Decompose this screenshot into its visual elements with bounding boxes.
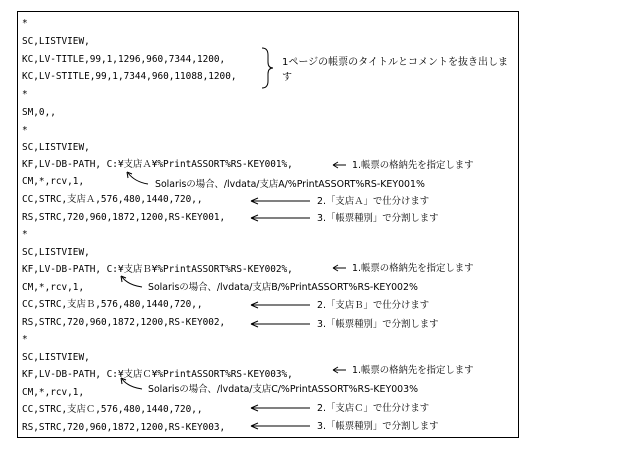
code-line: CM,*,rcv,1, bbox=[22, 176, 85, 187]
code-line: SC,LISTVIEW, bbox=[22, 36, 90, 47]
code-line: * bbox=[22, 89, 28, 100]
code-line: SC,LISTVIEW, bbox=[22, 352, 90, 363]
sort-branch-note: 2.「支店Ｃ」で仕分けます bbox=[317, 403, 430, 414]
code-line: CM,*,rcv,1, bbox=[22, 282, 85, 293]
code-line: CM,*,rcv,1, bbox=[22, 387, 85, 398]
split-type-note: 3.「帳票種別」で分割します bbox=[317, 213, 439, 224]
code-line: SC,LISTVIEW, bbox=[22, 142, 90, 153]
split-type-note: 3.「帳票種別」で分割します bbox=[317, 421, 439, 432]
code-line: KF,LV-DB-PATH, C:¥支店Ｂ¥%PrintASSORT%RS-KEY002%, bbox=[22, 264, 293, 275]
code-line: * bbox=[22, 18, 28, 29]
code-line: * bbox=[22, 334, 28, 345]
code-line: CC,STRC,支店Ａ,576,480,1440,720,, bbox=[22, 194, 203, 205]
code-line: * bbox=[22, 229, 28, 240]
code-line: KC,LV-STITLE,99,1,7344,960,11088,1200, bbox=[22, 71, 237, 82]
code-line: * bbox=[22, 125, 28, 136]
code-line: KF,LV-DB-PATH, C:¥支店Ａ¥%PrintASSORT%RS-KEY001%, bbox=[22, 159, 293, 170]
solaris-path-note: Solarisの場合、/lvdata/支店B/%PrintASSORT%RS-KEY002% bbox=[148, 282, 418, 293]
storage-path-note: 1.帳票の格納先を指定します bbox=[352, 160, 474, 171]
code-line: SM,0,, bbox=[22, 107, 56, 118]
code-line: RS,STRC,720,960,1872,1200,RS-KEY003, bbox=[22, 422, 226, 433]
code-line: KF,LV-DB-PATH, C:¥支店Ｃ¥%PrintASSORT%RS-KEY003%, bbox=[22, 369, 293, 380]
code-line: CC,STRC,支店Ｂ,576,480,1440,720,, bbox=[22, 299, 203, 310]
storage-path-note: 1.帳票の格納先を指定します bbox=[352, 263, 474, 274]
code-line: SC,LISTVIEW, bbox=[22, 247, 90, 258]
solaris-path-note: Solarisの場合、/lvdata/支店C/%PrintASSORT%RS-KEY003% bbox=[148, 384, 419, 395]
split-type-note: 3.「帳票種別」で分割します bbox=[317, 319, 439, 330]
code-line: KC,LV-TITLE,99,1,1296,960,7344,1200, bbox=[22, 54, 226, 65]
solaris-path-note: Solarisの場合、/lvdata/支店A/%PrintASSORT%RS-KEY001% bbox=[155, 179, 425, 190]
sort-branch-note: 2.「支店Ａ」で仕分けます bbox=[317, 196, 430, 207]
title-comment-note: 1ページの帳票のタイトルとコメントを抜き出します bbox=[282, 57, 508, 83]
storage-path-note: 1.帳票の格納先を指定します bbox=[352, 365, 474, 376]
code-line: CC,STRC,支店Ｃ,576,480,1440,720,, bbox=[22, 404, 203, 415]
code-line: RS,STRC,720,960,1872,1200,RS-KEY001, bbox=[22, 212, 226, 223]
sort-branch-note: 2.「支店Ｂ」で仕分けます bbox=[317, 300, 430, 311]
code-line: RS,STRC,720,960,1872,1200,RS-KEY002, bbox=[22, 317, 226, 328]
